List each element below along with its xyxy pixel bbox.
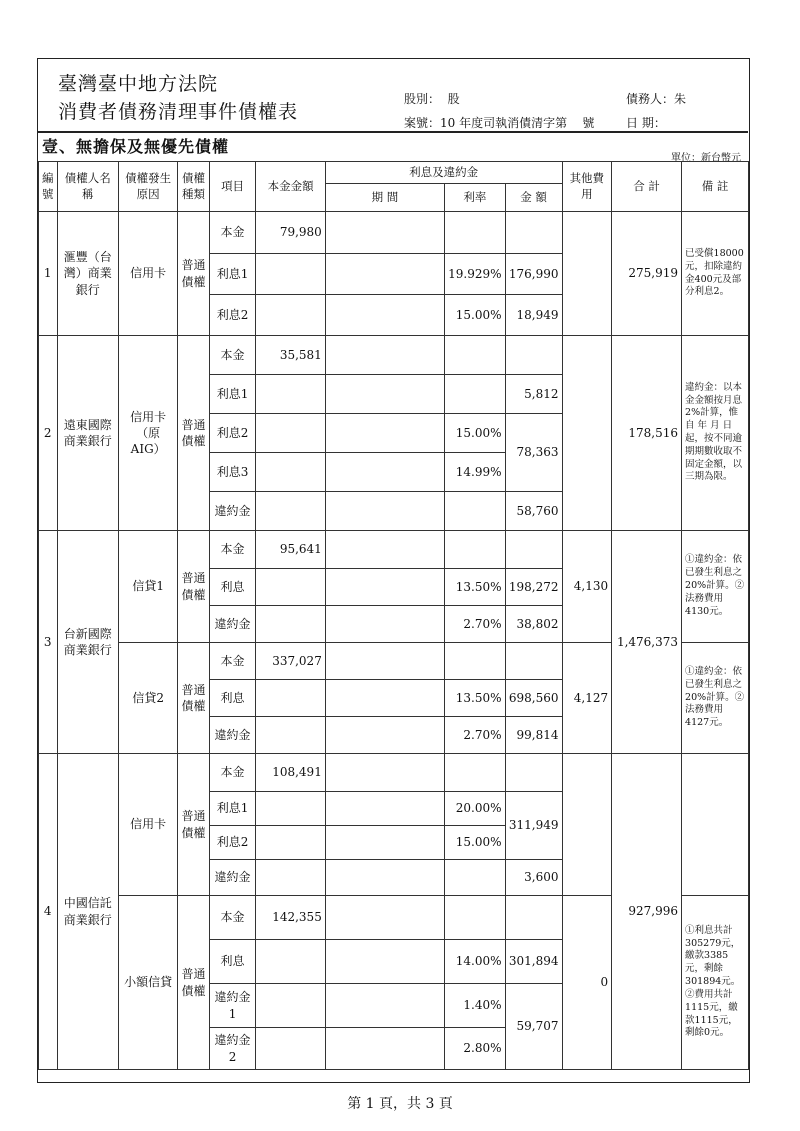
item-label: 本金 xyxy=(209,643,256,680)
amount-cell: 18,949 xyxy=(505,295,562,336)
rate-cell: 20.00% xyxy=(445,792,505,826)
creditor-name: 遠東國際商業銀行 xyxy=(57,336,119,531)
item-label: 利息1 xyxy=(209,254,256,295)
period-cell xyxy=(325,826,444,860)
principal-amount xyxy=(256,254,325,295)
creditor-total: 275,919 xyxy=(612,212,682,336)
claim-cause: 小額信貸 xyxy=(119,896,178,1070)
claim-type: 普通債權 xyxy=(178,212,209,336)
case-number: 案號：10 年度司執消債清字第 號 xyxy=(404,116,595,130)
item-label: 違約金2 xyxy=(209,1028,256,1070)
period-cell xyxy=(325,792,444,826)
claim-cause: 信貸2 xyxy=(119,643,178,754)
claim-cause: 信用卡（原AIG） xyxy=(119,336,178,531)
col-header-amount: 金 額 xyxy=(505,184,562,212)
principal-amount xyxy=(256,826,325,860)
creditor-total: 927,996 xyxy=(612,754,682,1070)
principal-amount xyxy=(256,860,325,896)
claim-cause: 信用卡 xyxy=(119,754,178,896)
rate-cell: 14.99% xyxy=(445,453,505,492)
col-header-remark: 備 註 xyxy=(682,162,749,212)
remark-note: ①違約金：依已發生利息之20%計算。②法務費用4127元。 xyxy=(682,643,749,754)
period-cell xyxy=(325,1028,444,1070)
page-number: 第 1 頁，共 3 頁 xyxy=(347,1096,453,1112)
other-fees: 4,130 xyxy=(562,531,612,643)
principal-amount xyxy=(256,984,325,1028)
period-cell xyxy=(325,375,444,414)
rate-cell xyxy=(445,643,505,680)
col-header-creditor: 債權人名稱 xyxy=(57,162,119,212)
amount-cell xyxy=(505,531,562,569)
claims-table xyxy=(38,161,749,1070)
claims-document xyxy=(37,58,750,1083)
creditor-no: 3 xyxy=(39,531,58,754)
col-header-other: 其他費用 xyxy=(562,162,612,212)
rate-cell: 1.40% xyxy=(445,984,505,1028)
rate-cell: 19.929% xyxy=(445,254,505,295)
header-divider xyxy=(38,131,748,133)
period-cell xyxy=(325,492,444,531)
period-cell xyxy=(325,212,444,254)
col-header-item: 項目 xyxy=(209,162,256,212)
amount-cell: 176,990 xyxy=(505,254,562,295)
rate-cell: 15.00% xyxy=(445,295,505,336)
amount-cell: 58,760 xyxy=(505,492,562,531)
amount-cell xyxy=(505,336,562,375)
rate-cell: 15.00% xyxy=(445,414,505,453)
amount-cell: 5,812 xyxy=(505,375,562,414)
principal-amount xyxy=(256,414,325,453)
period-cell xyxy=(325,254,444,295)
item-label: 違約金 xyxy=(209,492,256,531)
principal-amount: 337,027 xyxy=(256,643,325,680)
item-label: 違約金 xyxy=(209,717,256,754)
amount-cell: 301,894 xyxy=(505,940,562,984)
amount-cell: 38,802 xyxy=(505,606,562,643)
item-label: 利息2 xyxy=(209,826,256,860)
period-cell xyxy=(325,754,444,792)
creditor-no: 1 xyxy=(39,212,58,336)
rate-cell: 13.50% xyxy=(445,680,505,717)
section-title: 壹、無擔保及無優先債權 xyxy=(42,137,230,156)
claim-cause: 信貸1 xyxy=(119,531,178,643)
principal-amount xyxy=(256,717,325,754)
remark-note: 違約金：以本金金額按月息2%計算，惟自 年 月 日起，按不同逾期期數收取不固定金額，以三期為限。 xyxy=(682,336,749,531)
item-label: 利息1 xyxy=(209,375,256,414)
item-label: 本金 xyxy=(209,896,256,940)
principal-amount xyxy=(256,606,325,643)
table-row xyxy=(39,336,749,375)
principal-amount xyxy=(256,680,325,717)
remark-note xyxy=(682,754,749,896)
principal-amount: 79,980 xyxy=(256,212,325,254)
period-cell xyxy=(325,984,444,1028)
col-header-no: 編號 xyxy=(39,162,58,212)
item-label: 本金 xyxy=(209,212,256,254)
other-fees: 0 xyxy=(562,896,612,1070)
principal-amount xyxy=(256,1028,325,1070)
claim-type: 普通債權 xyxy=(178,754,209,896)
amount-cell: 59,707 xyxy=(505,984,562,1070)
debtor-label: 債務人：朱 xyxy=(626,92,687,106)
rate-cell xyxy=(445,212,505,254)
amount-cell: 698,560 xyxy=(505,680,562,717)
period-cell xyxy=(325,680,444,717)
creditor-name: 台新國際商業銀行 xyxy=(57,531,119,754)
period-cell xyxy=(325,896,444,940)
principal-amount xyxy=(256,940,325,984)
creditor-name: 中國信託商業銀行 xyxy=(57,754,119,1070)
amount-cell: 78,363 xyxy=(505,414,562,492)
period-cell xyxy=(325,717,444,754)
item-label: 本金 xyxy=(209,336,256,375)
claim-type: 普通債權 xyxy=(178,896,209,1070)
rate-cell: 2.70% xyxy=(445,606,505,643)
amount-cell: 311,949 xyxy=(505,792,562,860)
table-row xyxy=(39,212,749,254)
item-label: 利息 xyxy=(209,680,256,717)
item-label: 本金 xyxy=(209,531,256,569)
creditor-total: 1,476,373 xyxy=(612,531,682,754)
amount-cell: 3,600 xyxy=(505,860,562,896)
creditor-total: 178,516 xyxy=(612,336,682,531)
item-label: 利息3 xyxy=(209,453,256,492)
item-label: 利息2 xyxy=(209,295,256,336)
rate-cell: 2.80% xyxy=(445,1028,505,1070)
rate-cell: 15.00% xyxy=(445,826,505,860)
col-header-total: 合 計 xyxy=(612,162,682,212)
period-cell xyxy=(325,531,444,569)
col-header-period: 期 間 xyxy=(325,184,444,212)
rate-cell xyxy=(445,860,505,896)
other-fees xyxy=(562,336,612,531)
item-label: 本金 xyxy=(209,754,256,792)
item-label: 利息1 xyxy=(209,792,256,826)
period-cell xyxy=(325,414,444,453)
claim-type: 普通債權 xyxy=(178,531,209,643)
col-header-rate: 利率 xyxy=(445,184,505,212)
remark-note: 已受償18000元，扣除違約金400元及部分利息2。 xyxy=(682,212,749,336)
claim-type: 普通債權 xyxy=(178,643,209,754)
document-title: 消費者債務清理事件債權表 xyxy=(58,101,299,123)
rate-cell xyxy=(445,336,505,375)
col-header-principal: 本金金額 xyxy=(256,162,325,212)
amount-cell xyxy=(505,896,562,940)
court-name: 臺灣臺中地方法院 xyxy=(58,73,219,95)
rate-cell xyxy=(445,531,505,569)
principal-amount xyxy=(256,569,325,606)
item-label: 違約金 xyxy=(209,606,256,643)
rate-cell xyxy=(445,754,505,792)
rate-cell xyxy=(445,896,505,940)
rate-cell xyxy=(445,492,505,531)
principal-amount: 95,641 xyxy=(256,531,325,569)
rate-cell: 2.70% xyxy=(445,717,505,754)
period-cell xyxy=(325,606,444,643)
other-fees xyxy=(562,754,612,896)
date-label: 日 期： xyxy=(626,116,666,130)
principal-amount xyxy=(256,453,325,492)
table-row xyxy=(39,531,749,569)
remark-note: ①利息共計305279元，繳款3385元，剩餘301894元。②費用共計1115元，繳款1115元，剩餘0元。 xyxy=(682,896,749,1070)
period-cell xyxy=(325,295,444,336)
amount-cell: 99,814 xyxy=(505,717,562,754)
period-cell xyxy=(325,569,444,606)
item-label: 利息 xyxy=(209,569,256,606)
col-header-cause: 債權發生原因 xyxy=(119,162,178,212)
creditor-name: 滙豐（台灣）商業銀行 xyxy=(57,212,119,336)
principal-amount: 35,581 xyxy=(256,336,325,375)
claim-type: 普通債權 xyxy=(178,336,209,531)
col-header-type: 債權種類 xyxy=(178,162,209,212)
claim-cause: 信用卡 xyxy=(119,212,178,336)
period-cell xyxy=(325,940,444,984)
principal-amount xyxy=(256,792,325,826)
amount-cell xyxy=(505,754,562,792)
rate-cell: 13.50% xyxy=(445,569,505,606)
creditor-no: 2 xyxy=(39,336,58,531)
division-label: 股別： 股 xyxy=(404,92,460,106)
remark-note: ①違約金：依已發生利息之20%計算。②法務費用4130元。 xyxy=(682,531,749,643)
other-fees: 4,127 xyxy=(562,643,612,754)
principal-amount xyxy=(256,375,325,414)
amount-cell xyxy=(505,212,562,254)
other-fees xyxy=(562,212,612,336)
period-cell xyxy=(325,453,444,492)
period-cell xyxy=(325,643,444,680)
rate-cell: 14.00% xyxy=(445,940,505,984)
amount-cell xyxy=(505,643,562,680)
principal-amount xyxy=(256,295,325,336)
creditor-no: 4 xyxy=(39,754,58,1070)
principal-amount: 108,491 xyxy=(256,754,325,792)
currency-unit: 單位：新台幣元 xyxy=(671,153,741,164)
item-label: 利息2 xyxy=(209,414,256,453)
amount-cell: 198,272 xyxy=(505,569,562,606)
rate-cell xyxy=(445,375,505,414)
principal-amount: 142,355 xyxy=(256,896,325,940)
principal-amount xyxy=(256,492,325,531)
period-cell xyxy=(325,336,444,375)
col-header-interest-group: 利息及違約金 xyxy=(325,162,562,184)
item-label: 違約金 xyxy=(209,860,256,896)
period-cell xyxy=(325,860,444,896)
item-label: 利息 xyxy=(209,940,256,984)
item-label: 違約金1 xyxy=(209,984,256,1028)
table-row xyxy=(39,754,749,792)
